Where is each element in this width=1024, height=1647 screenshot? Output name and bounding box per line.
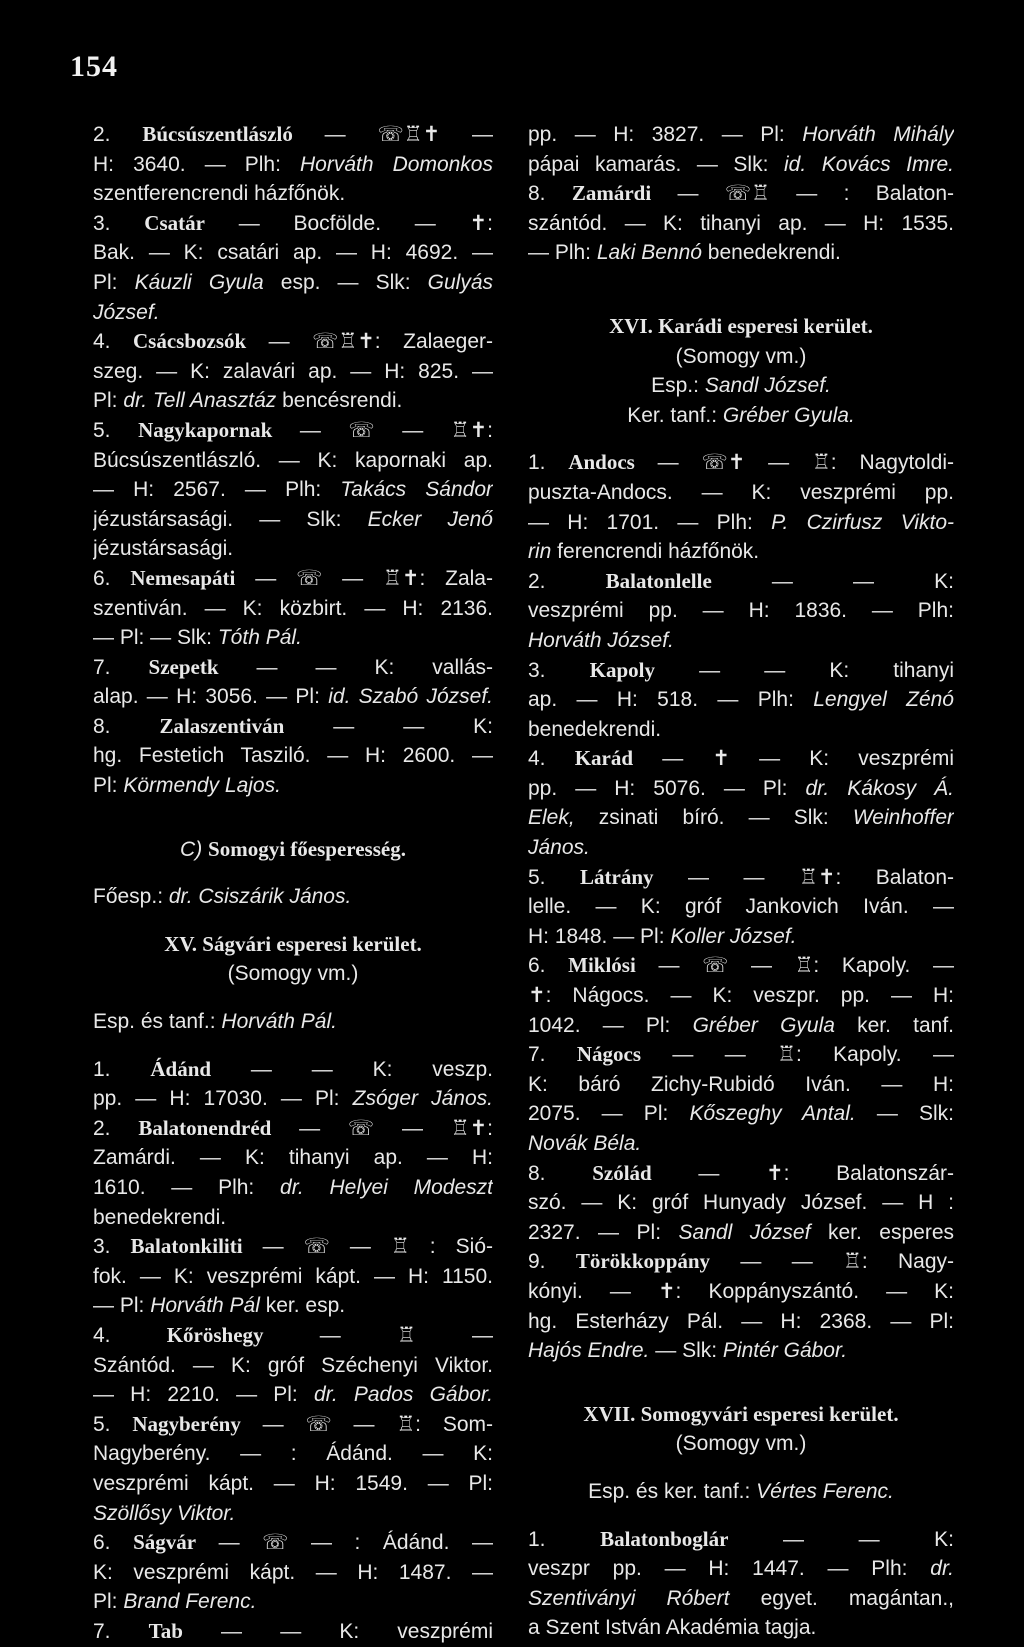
text-run: szántód. — K: tihanyi ap. — H: 1535. bbox=[528, 211, 954, 235]
place-name: XVI. Karádi esperesi kerület. bbox=[609, 313, 873, 338]
text-line bbox=[528, 1429, 954, 1459]
text-line bbox=[93, 475, 493, 505]
text-run: Pl: bbox=[93, 774, 124, 798]
text-run: puszta-Andocs. — K: veszprémi pp. bbox=[528, 480, 954, 504]
person-name: Zsóger János. bbox=[352, 1087, 493, 1111]
text-run: 2. bbox=[528, 569, 606, 593]
spacer bbox=[528, 430, 954, 448]
text-run: ker. esp. bbox=[259, 1294, 346, 1318]
text-line bbox=[93, 1084, 493, 1114]
text-run: Pl: bbox=[93, 270, 135, 294]
text-line bbox=[93, 682, 493, 712]
place-name: Zalaszentiván bbox=[159, 713, 285, 738]
text-run: ✝: Nágocs. — K: veszpr. pp. — H: bbox=[528, 984, 954, 1008]
text-line bbox=[93, 357, 493, 387]
text-line bbox=[528, 1159, 954, 1189]
text-run: (Somogy vm.) bbox=[675, 344, 807, 368]
text-line bbox=[528, 1247, 954, 1277]
text-run: 2327. — Pl: bbox=[528, 1220, 679, 1244]
text-run: bencésrendi. bbox=[276, 389, 403, 413]
text-run: Búcsúszentlászló. — K: kapornaki ap. bbox=[93, 448, 493, 472]
text-line bbox=[528, 1525, 954, 1555]
text-line bbox=[528, 1188, 954, 1218]
place-name: Csácsbozsók bbox=[133, 329, 247, 354]
text-run: — Slk: bbox=[855, 1102, 954, 1126]
text-run: H: 3640. — Plh: bbox=[93, 152, 301, 176]
text-line bbox=[93, 416, 493, 446]
text-run: ker. esperes bbox=[810, 1220, 954, 1244]
text-line bbox=[93, 1558, 493, 1588]
person-name: id. Kovács Imre. bbox=[783, 152, 954, 176]
text-line bbox=[528, 209, 954, 239]
text-run: — ☏ — ♖: Kapoly. — bbox=[635, 954, 954, 978]
place-name: Nagyberény bbox=[132, 1411, 241, 1436]
text-run: 8. bbox=[93, 714, 160, 738]
text-run: 8. bbox=[528, 1161, 593, 1185]
text-run: jézustársasági. bbox=[93, 537, 234, 561]
person-name: Káuzli Gyula bbox=[134, 270, 264, 294]
text-line bbox=[93, 1617, 493, 1647]
text-run: Esp.: bbox=[651, 374, 705, 398]
text-line bbox=[528, 1218, 954, 1248]
text-run: hg. Festetich Tasziló. — H: 2600. — bbox=[93, 744, 493, 768]
person-name: Horváth Domonkos bbox=[300, 152, 493, 176]
text-run: K: báró Zichy-Rubidó Iván. — H: bbox=[528, 1072, 954, 1096]
text-run: 5. bbox=[528, 865, 581, 889]
person-name: Vértes Ferenc. bbox=[756, 1479, 894, 1503]
text-line bbox=[93, 505, 493, 535]
spacer bbox=[528, 268, 954, 312]
spacer bbox=[93, 801, 493, 835]
text-run: — — K: veszprémi bbox=[182, 1619, 493, 1643]
place-name: Törökkoppány bbox=[575, 1249, 711, 1274]
text-line bbox=[93, 741, 493, 771]
person-name: Tóth Pál. bbox=[217, 626, 302, 650]
page-number: 154 bbox=[70, 50, 118, 83]
text-line bbox=[528, 448, 954, 478]
text-run: 1610. — Plh: bbox=[93, 1176, 281, 1199]
text-run: — — ♖: Kapoly. — bbox=[641, 1043, 954, 1067]
text-run: Esp. és tanf.: bbox=[93, 1010, 222, 1034]
text-line bbox=[93, 1351, 493, 1381]
text-run: — ✝ — K: veszprémi bbox=[633, 747, 954, 771]
text-line bbox=[93, 594, 493, 624]
text-run: 4. bbox=[528, 747, 575, 771]
text-run: 1042. — Pl: bbox=[528, 1013, 693, 1037]
person-name: Hajós Endre. bbox=[528, 1339, 650, 1363]
left-column bbox=[93, 120, 493, 1647]
place-name: Nágocs bbox=[576, 1042, 642, 1067]
person-name: Sandl József. bbox=[704, 374, 831, 398]
text-line bbox=[528, 892, 954, 922]
text-run: ap. — H: 518. — Plh: bbox=[528, 688, 814, 712]
text-line bbox=[93, 623, 493, 653]
text-run: 4. bbox=[93, 330, 133, 354]
text-line bbox=[528, 1277, 954, 1307]
text-run: Szántód. — K: gróf Széchenyi Viktor. bbox=[93, 1353, 493, 1377]
text-run: egyet. magántan., bbox=[729, 1586, 954, 1610]
text-line bbox=[528, 1129, 954, 1159]
place-name: Kőröshegy bbox=[166, 1322, 264, 1347]
text-run: — ♖ — bbox=[263, 1323, 493, 1347]
person-name: P. Czirfusz Vikto- bbox=[771, 510, 954, 534]
text-line bbox=[528, 120, 954, 150]
text-run: Nagyberény. — : Ádánd. — K: bbox=[93, 1442, 493, 1466]
text-run: Pl: bbox=[93, 389, 124, 413]
person-name: Brand Ferenc. bbox=[123, 1590, 257, 1614]
text-run: Pl: bbox=[93, 1590, 124, 1614]
place-name: Szepetk bbox=[148, 654, 219, 679]
place-name: Zamárdi bbox=[571, 181, 652, 206]
text-line bbox=[93, 1380, 493, 1410]
spacer bbox=[528, 1507, 954, 1525]
text-run: — ✝: Balatonszár- bbox=[651, 1161, 954, 1185]
spacer bbox=[93, 989, 493, 1007]
text-run: — Bocfölde. — ✝: bbox=[204, 211, 493, 235]
person-name: Ecker Jenő bbox=[367, 507, 493, 531]
text-line bbox=[93, 564, 493, 594]
person-name: Gulyás bbox=[427, 270, 493, 294]
spacer bbox=[528, 1366, 954, 1400]
place-name: Kapoly bbox=[589, 657, 655, 682]
text-line bbox=[93, 1528, 493, 1558]
person-name: dr. Csiszárik János. bbox=[168, 885, 352, 909]
spacer bbox=[528, 1459, 954, 1477]
text-run: pp. — H: 5076. — Pl: bbox=[528, 776, 806, 800]
place-name: Balatonboglár bbox=[600, 1526, 729, 1551]
person-name: Sandl József bbox=[678, 1220, 811, 1244]
person-name: Lengyel Zénó bbox=[813, 688, 954, 712]
text-line bbox=[93, 150, 493, 180]
text-line bbox=[528, 685, 954, 715]
person-name: Laki Bennó bbox=[596, 241, 702, 265]
text-run: 5. bbox=[93, 418, 139, 442]
text-run: (Somogy vm.) bbox=[227, 962, 359, 986]
text-line bbox=[93, 653, 493, 683]
place-name: XV. Ságvári esperesi kerület. bbox=[164, 931, 422, 956]
text-line bbox=[528, 312, 954, 342]
text-line bbox=[528, 1070, 954, 1100]
text-run: Ker. tanf.: bbox=[627, 403, 723, 427]
person-name: Szöllősy Viktor. bbox=[93, 1501, 236, 1525]
text-run: — — ♖: Nagy- bbox=[710, 1250, 954, 1274]
text-line bbox=[528, 537, 954, 567]
text-run: 4. bbox=[93, 1323, 167, 1347]
person-name: id. Szabó József. bbox=[328, 685, 493, 709]
person-name: Weinhoffer bbox=[852, 806, 954, 830]
place-name: Tab bbox=[148, 1618, 183, 1643]
person-name: dr. Kákosy Á. bbox=[805, 776, 954, 800]
text-line bbox=[93, 120, 493, 150]
text-run: veszprémi kápt. — H: 1549. — Pl: bbox=[93, 1471, 493, 1495]
place-name: Andocs bbox=[568, 450, 635, 475]
text-run: 7. bbox=[93, 655, 149, 679]
text-run: esp. — Slk: bbox=[263, 270, 428, 294]
text-run: — ☏♖✝ — bbox=[292, 123, 493, 146]
text-run: szentiván. — K: közbirt. — H: 2136. bbox=[93, 596, 493, 620]
text-line bbox=[93, 1469, 493, 1499]
person-name: Horváth Pál. bbox=[221, 1010, 337, 1034]
person-name: Gréber Gyula. bbox=[722, 403, 855, 427]
text-line bbox=[528, 1400, 954, 1430]
text-line bbox=[528, 401, 954, 431]
text-line bbox=[93, 1055, 493, 1085]
text-line bbox=[528, 803, 954, 833]
text-run: — Pl: — Slk: bbox=[93, 626, 218, 650]
text-run: 9. bbox=[528, 1250, 576, 1274]
person-name: József. bbox=[93, 300, 160, 324]
text-line bbox=[528, 1584, 954, 1614]
text-run: — Pl: bbox=[93, 1294, 151, 1318]
text-run: — H: 2210. — Pl: bbox=[93, 1383, 314, 1407]
text-run: 1. bbox=[93, 1057, 151, 1081]
person-name: Elek, bbox=[528, 806, 575, 830]
text-line bbox=[93, 1007, 493, 1037]
text-run: zsinati bíró. — Slk: bbox=[574, 806, 853, 830]
text-run: 3. bbox=[528, 658, 590, 682]
place-name: Látrány bbox=[580, 864, 654, 889]
text-line bbox=[93, 882, 493, 912]
text-line bbox=[528, 371, 954, 401]
text-run: — — K: vallás- bbox=[218, 655, 493, 679]
person-name: dr. Pados Gábor. bbox=[313, 1383, 493, 1407]
text-line bbox=[93, 930, 493, 960]
text-line bbox=[93, 959, 493, 989]
person-name: Horváth Mihály bbox=[802, 123, 954, 146]
person-name: János. bbox=[528, 836, 590, 860]
text-run: — — K: veszp. bbox=[211, 1057, 493, 1081]
text-run: pp. — H: 3827. — Pl: bbox=[528, 123, 803, 146]
text-line bbox=[528, 1099, 954, 1129]
text-run: — ☏ — ♖✝: Zala- bbox=[235, 566, 493, 590]
text-line bbox=[93, 327, 493, 357]
text-run: hg. Esterházy Pál. — H: 2368. — Pl: bbox=[528, 1309, 954, 1333]
text-line bbox=[528, 656, 954, 686]
text-run: — — K: bbox=[711, 569, 954, 593]
text-run: pp. — H: 17030. — Pl: bbox=[93, 1087, 353, 1111]
person-name: Horváth József. bbox=[528, 628, 674, 652]
text-run: 6. bbox=[528, 954, 569, 978]
text-run: — ☏ — ♖ : Sió- bbox=[242, 1235, 493, 1259]
text-run: veszpr pp. — H: 1447. — Plh: bbox=[528, 1557, 931, 1581]
text-line bbox=[93, 1262, 493, 1292]
text-run: K: veszprémi kápt. — H: 1487. — bbox=[93, 1560, 493, 1584]
person-name: Kőszeghy Antal. bbox=[689, 1102, 856, 1126]
text-line bbox=[93, 268, 493, 298]
text-run: H: 1848. — Pl: bbox=[528, 924, 671, 948]
place-name: Ádánd bbox=[150, 1056, 212, 1081]
text-run: — H: 2567. — Plh: bbox=[93, 478, 341, 502]
text-line bbox=[528, 150, 954, 180]
text-line bbox=[93, 298, 493, 328]
text-line bbox=[528, 1613, 954, 1643]
place-name: Nemesapáti bbox=[130, 565, 236, 590]
text-line bbox=[93, 179, 493, 209]
text-line bbox=[528, 951, 954, 981]
text-run: Főesp.: bbox=[93, 885, 169, 909]
text-run: szó. — K: gróf Hunyady József. — H : bbox=[528, 1191, 954, 1215]
person-name: Takács Sándor bbox=[340, 478, 493, 502]
text-run: — — K: bbox=[728, 1527, 954, 1551]
text-line bbox=[528, 981, 954, 1011]
place-name: XVII. Somogyvári esperesi kerület. bbox=[583, 1401, 899, 1426]
text-line bbox=[93, 1291, 493, 1321]
text-run: 3. bbox=[93, 1235, 131, 1259]
text-line bbox=[93, 1587, 493, 1617]
text-run: 7. bbox=[93, 1619, 149, 1643]
text-line bbox=[528, 833, 954, 863]
person-name: Pintér Gábor. bbox=[722, 1339, 848, 1363]
text-line bbox=[528, 596, 954, 626]
text-run: — H: 1701. — Plh: bbox=[528, 510, 772, 534]
text-line bbox=[93, 1203, 493, 1233]
place-name: Ságvár bbox=[133, 1530, 197, 1555]
text-run: alap. — H: 3056. — Pl: bbox=[93, 685, 329, 709]
text-run: benedekrendi. bbox=[701, 241, 841, 265]
text-line bbox=[528, 1336, 954, 1366]
text-run: 6. bbox=[93, 566, 131, 590]
place-name: Nagykapornak bbox=[138, 417, 273, 442]
person-name: dr. Tell Anasztáz bbox=[123, 389, 277, 413]
text-line bbox=[93, 1114, 493, 1144]
person-name: C) bbox=[180, 837, 209, 861]
text-line bbox=[528, 715, 954, 745]
text-line bbox=[528, 342, 954, 372]
text-line bbox=[93, 238, 493, 268]
text-line bbox=[93, 1499, 493, 1529]
text-line bbox=[528, 1477, 954, 1507]
text-line bbox=[528, 626, 954, 656]
text-line bbox=[93, 1439, 493, 1469]
place-name: Somogyi főesperesség. bbox=[208, 836, 406, 861]
text-run: 1. bbox=[528, 1527, 601, 1551]
text-run: — Plh: bbox=[528, 241, 597, 265]
text-run: — — K: tihanyi bbox=[655, 658, 954, 682]
text-line bbox=[528, 1307, 954, 1337]
text-line bbox=[528, 922, 954, 952]
text-run: 7. bbox=[528, 1043, 577, 1067]
text-run: fok. — K: veszprémi kápt. — H: 1150. bbox=[93, 1264, 493, 1288]
text-run: pápai kamarás. — Slk: bbox=[528, 152, 784, 176]
text-line bbox=[528, 238, 954, 268]
text-line bbox=[93, 1232, 493, 1262]
text-run: kónyi. — ✝: Koppányszántó. — K: bbox=[528, 1279, 954, 1303]
right-column bbox=[528, 120, 954, 1643]
text-line bbox=[528, 774, 954, 804]
person-name: Körmendy Lajos. bbox=[123, 774, 281, 798]
text-run: szeg. — K: zalavári ap. — H: 825. — bbox=[93, 359, 493, 383]
text-run: a Szent István Akadémia tagja. bbox=[528, 1616, 817, 1640]
text-line bbox=[528, 1554, 954, 1584]
place-name: Balatonendréd bbox=[138, 1115, 272, 1140]
text-run: ferencrendi házfőnök. bbox=[551, 540, 760, 564]
text-line bbox=[93, 712, 493, 742]
text-line bbox=[528, 1011, 954, 1041]
text-run: (Somogy vm.) bbox=[675, 1432, 807, 1456]
text-run: benedekrendi. bbox=[93, 1205, 227, 1229]
person-name: Horváth Pál bbox=[150, 1294, 260, 1318]
person-name: Novák Béla. bbox=[528, 1132, 642, 1155]
text-line bbox=[93, 1143, 493, 1173]
text-line bbox=[93, 771, 493, 801]
place-name: Miklósi bbox=[568, 953, 636, 978]
text-run: 2. bbox=[93, 1116, 139, 1140]
text-line bbox=[528, 508, 954, 538]
text-run: — ☏ — ♖✝: bbox=[272, 418, 493, 442]
spacer bbox=[93, 1037, 493, 1055]
text-run: — ☏♖ — : Balaton- bbox=[651, 182, 954, 206]
text-run: — Slk: bbox=[649, 1339, 723, 1363]
text-run: — — K: bbox=[284, 714, 493, 738]
text-line bbox=[93, 1173, 493, 1203]
place-name: Balatonlelle bbox=[605, 568, 712, 593]
text-run: benedekrendi. bbox=[528, 717, 662, 741]
text-line bbox=[93, 209, 493, 239]
person-name: Szentiványi Róbert bbox=[528, 1586, 730, 1610]
place-name: Karád bbox=[574, 746, 634, 771]
text-run: szentferencrendi házfőnök. bbox=[93, 182, 346, 206]
text-line bbox=[93, 534, 493, 564]
text-run: jézustársasági. — Slk: bbox=[93, 507, 368, 531]
text-run: 5. bbox=[93, 1412, 133, 1436]
text-line bbox=[93, 1410, 493, 1440]
place-name: Balatonkiliti bbox=[130, 1234, 243, 1259]
text-run: veszprémi pp. — H: 1836. — Plh: bbox=[528, 599, 954, 623]
place-name: Búcsúszentlászló bbox=[142, 122, 293, 146]
text-run: Esp. és ker. tanf.: bbox=[588, 1479, 757, 1503]
text-line bbox=[93, 446, 493, 476]
spacer bbox=[93, 864, 493, 882]
text-line bbox=[528, 179, 954, 209]
spacer bbox=[93, 912, 493, 930]
text-run: lelle. — K: gróf Jankovich Iván. — bbox=[528, 895, 954, 919]
person-name: rin bbox=[528, 540, 552, 564]
text-line bbox=[93, 1321, 493, 1351]
text-line bbox=[528, 863, 954, 893]
text-run: ker. tanf. bbox=[834, 1013, 954, 1037]
text-run: 1. bbox=[528, 451, 569, 475]
text-line bbox=[93, 835, 493, 865]
text-line bbox=[528, 478, 954, 508]
text-run: 2075. — Pl: bbox=[528, 1102, 690, 1126]
place-name: Csatár bbox=[144, 210, 205, 235]
text-run: Zamárdi. — K: tihanyi ap. — H: bbox=[93, 1146, 493, 1170]
text-line bbox=[93, 386, 493, 416]
person-name: Gréber Gyula bbox=[692, 1013, 835, 1037]
person-name: Koller József. bbox=[670, 924, 797, 948]
text-run: 3. bbox=[93, 211, 145, 235]
person-name: dr. Helyei Modeszt bbox=[280, 1176, 493, 1199]
place-name: Szólád bbox=[592, 1160, 652, 1185]
person-name: dr. bbox=[930, 1557, 954, 1581]
text-run: 8. bbox=[528, 182, 572, 206]
text-run: — — ♖✝: Balaton- bbox=[653, 865, 954, 889]
text-run: — ☏ — ♖: Som- bbox=[240, 1412, 493, 1436]
text-line bbox=[528, 744, 954, 774]
text-run: 2. bbox=[93, 123, 143, 146]
text-run: — ☏ — ♖✝: bbox=[271, 1116, 493, 1140]
text-line bbox=[528, 567, 954, 597]
text-run: — ☏♖✝: Zalaeger- bbox=[246, 330, 493, 354]
text-run: 6. bbox=[93, 1531, 134, 1555]
text-run: Bak. — K: csatári ap. — H: 4692. — bbox=[93, 241, 493, 265]
text-run: — ☏ — : Ádánd. — bbox=[196, 1531, 493, 1555]
text-line bbox=[528, 1040, 954, 1070]
text-run: — ☏✝ — ♖: Nagytoldi- bbox=[634, 451, 954, 475]
